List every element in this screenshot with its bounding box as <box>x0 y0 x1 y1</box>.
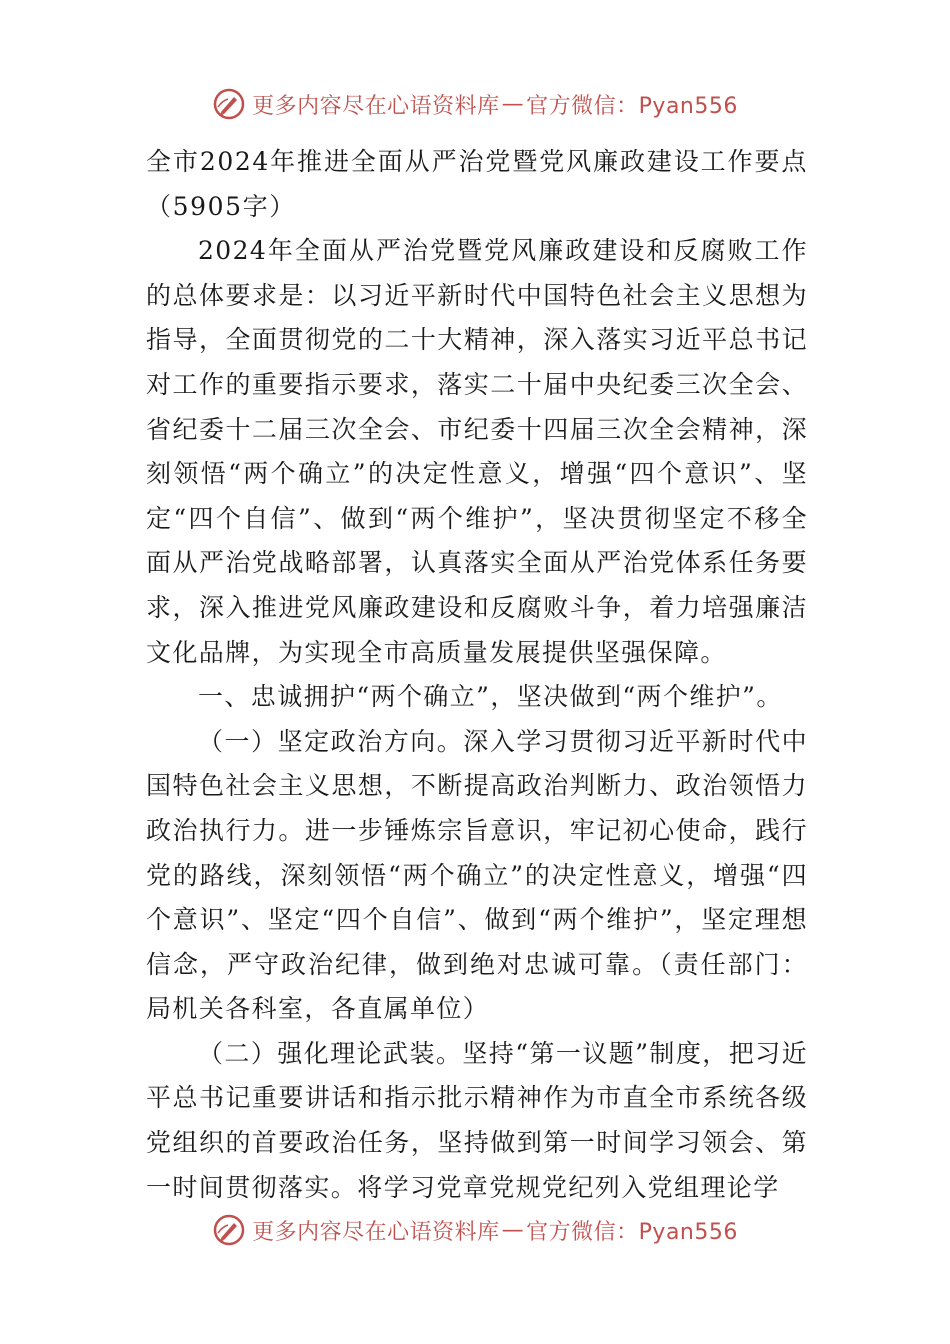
watermark-banner-top <box>0 82 950 126</box>
watermark-text: 更多内容尽在心语资料库 <box>252 93 500 119</box>
watermark-dash: — <box>501 1217 525 1243</box>
section-heading-1: 一、忠诚拥护“两个确立”，坚决做到“两个维护”。 <box>198 682 783 712</box>
paragraph-item-2: （二）强化理论武装。坚持“第一议题”制度，把习近平总书记重要讲话和指示批示精神作为市直全市系统各级党组织的首要政治任务，坚持做到第一时间学习领会、第一时间贯彻落实。将学习党章党规党纪列入党组理论学 <box>146 1038 808 1202</box>
pen-logo-icon <box>212 87 246 121</box>
paragraph-intro: 2024年全面从严治党暨党风廉政建设和反腐败工作的总体要求是：以习近平新时代中国特色社会主义思想为指导，全面贯彻党的二十大精神，深入落实习近平总书记对工作的重要指示要求，落实二十届中央纪委三次全会、省纪委十二届三次全会、市纪委十四届三次全会精神，深刻领悟“两个确立”的决定性意义，增强“四个意识”、坚定“四个自信”、做到“两个维护”，坚决贯彻坚定不移全面从严治党战略部署，认真落实全面从严治党体系任务要求，深入推进党风廉政建设和反腐败斗争，着力培强廉洁文化品牌，为实现全市高质量发展提供坚强保障。 <box>146 236 808 667</box>
watermark-banner-bottom <box>0 1208 950 1252</box>
watermark-suffix: 官方微信：Pyan556 <box>526 1219 738 1245</box>
watermark-suffix: 官方微信：Pyan556 <box>526 93 738 119</box>
watermark-text: 更多内容尽在心语资料库 <box>252 1219 500 1245</box>
pen-logo-icon <box>212 1213 246 1247</box>
document-title: 全市2024年推进全面从严治党暨党风廉政建设工作要点（5905字） <box>146 147 808 221</box>
watermark-dash: — <box>501 91 525 117</box>
document-body <box>146 140 808 1210</box>
paragraph-item-1: （一）坚定政治方向。深入学习贯彻习近平新时代中国特色社会主义思想，不断提高政治判断力、政治领悟力政治执行力。进一步锤炼宗旨意识，牢记初心使命，践行党的路线，深刻领悟“两个确立”的决定性意义，增强“四个意识”、坚定“四个自信”、做到“两个维护”，坚定理想信念，严守政治纪律，做到绝对忠诚可靠。（责任部门：局机关各科室，各直属单位） <box>146 726 808 1024</box>
